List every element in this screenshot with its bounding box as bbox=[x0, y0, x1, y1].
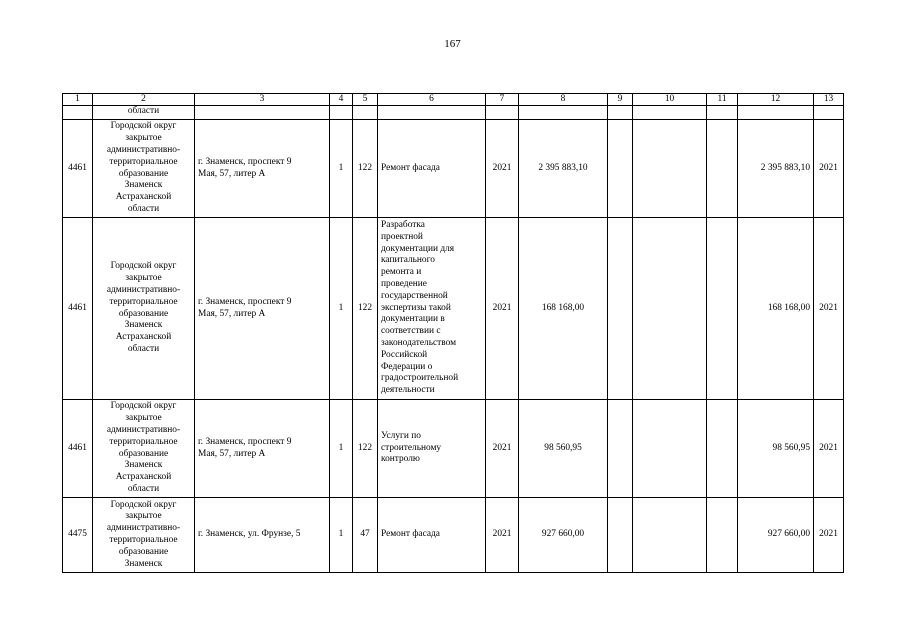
row-number: 4461 bbox=[63, 218, 93, 400]
year-cell: 2021 bbox=[486, 218, 519, 400]
header-cell: 12 bbox=[738, 94, 814, 106]
col11-cell bbox=[707, 498, 738, 573]
total-cell: 2 395 883,10 bbox=[738, 120, 814, 218]
cost-cell: 98 560,95 bbox=[519, 400, 608, 498]
col4-cell: 1 bbox=[330, 218, 353, 400]
header-cell: 9 bbox=[608, 94, 633, 106]
row-number: 4475 bbox=[63, 498, 93, 573]
year-cell: 2021 bbox=[486, 498, 519, 573]
total-cell: 927 660,00 bbox=[738, 498, 814, 573]
capital-repair-table bbox=[62, 93, 844, 573]
header-cell: 5 bbox=[353, 94, 378, 106]
header-cell: 7 bbox=[486, 94, 519, 106]
col5-cell: 122 bbox=[353, 218, 378, 400]
header-cell: 13 bbox=[814, 94, 844, 106]
row-number: 4461 bbox=[63, 120, 93, 218]
header-cell: 10 bbox=[633, 94, 707, 106]
cost-cell: 168 168,00 bbox=[519, 218, 608, 400]
table-row bbox=[63, 218, 844, 400]
municipality-cell: Городской округ закрытое административно- территориальное образование Знаменск Астраханской области bbox=[93, 400, 195, 498]
col4-cell: 1 bbox=[330, 400, 353, 498]
header-cell: 6 bbox=[378, 94, 486, 106]
col10-cell bbox=[633, 120, 707, 218]
year-cell: 2021 bbox=[486, 400, 519, 498]
work-type-cell: Ремонт фасада bbox=[378, 498, 486, 573]
header-cell: 2 bbox=[93, 94, 195, 106]
address-cell: г. Знаменск, проспект 9 Мая, 57, литер А bbox=[195, 120, 330, 218]
work-type-cell: Услуги по строительному контролю bbox=[378, 400, 486, 498]
col9-cell bbox=[608, 498, 633, 573]
header-cell: 8 bbox=[519, 94, 608, 106]
table-row bbox=[63, 498, 844, 573]
header-cell: 11 bbox=[707, 94, 738, 106]
cost-cell: 927 660,00 bbox=[519, 498, 608, 573]
municipality-cell: Городской округ закрытое административно- территориальное образование Знаменск Астраханской области bbox=[93, 120, 195, 218]
col10-cell bbox=[633, 218, 707, 400]
col10-cell bbox=[633, 498, 707, 573]
address-cell: г. Знаменск, проспект 9 Мая, 57, литер А bbox=[195, 400, 330, 498]
municipality-cell: Городской округ закрытое административно- территориальное образование Знаменск bbox=[93, 498, 195, 573]
continuation-cell: области bbox=[93, 106, 195, 120]
col5-cell: 122 bbox=[353, 400, 378, 498]
page-number: 167 bbox=[444, 38, 461, 50]
header-row bbox=[63, 94, 844, 106]
header-cell: 4 bbox=[330, 94, 353, 106]
col11-cell bbox=[707, 218, 738, 400]
address-cell: г. Знаменск, ул. Фрунзе, 5 bbox=[195, 498, 330, 573]
municipality-cell: Городской округ закрытое административно- территориальное образование Знаменск Астраханской области bbox=[93, 218, 195, 400]
year-cell: 2021 bbox=[486, 120, 519, 218]
cost-cell: 2 395 883,10 bbox=[519, 120, 608, 218]
col9-cell bbox=[608, 400, 633, 498]
year2-cell: 2021 bbox=[814, 498, 844, 573]
table-row bbox=[63, 400, 844, 498]
address-cell: г. Знаменск, проспект 9 Мая, 57, литер А bbox=[195, 218, 330, 400]
year2-cell: 2021 bbox=[814, 218, 844, 400]
year2-cell: 2021 bbox=[814, 120, 844, 218]
col5-cell: 47 bbox=[353, 498, 378, 573]
col11-cell bbox=[707, 400, 738, 498]
total-cell: 98 560,95 bbox=[738, 400, 814, 498]
col9-cell bbox=[608, 218, 633, 400]
table-row bbox=[63, 120, 844, 218]
col4-cell: 1 bbox=[330, 498, 353, 573]
work-type-cell: Разработка проектной документации для капитального ремонта и проведение государственной экспертизы такой документации в соответствии с законодательством Российской Федерации о градостроительной деятельности bbox=[378, 218, 486, 400]
header-cell: 3 bbox=[195, 94, 330, 106]
total-cell: 168 168,00 bbox=[738, 218, 814, 400]
col9-cell bbox=[608, 120, 633, 218]
col10-cell bbox=[633, 400, 707, 498]
header-cell: 1 bbox=[63, 94, 93, 106]
work-type-cell: Ремонт фасада bbox=[378, 120, 486, 218]
col11-cell bbox=[707, 120, 738, 218]
year2-cell: 2021 bbox=[814, 400, 844, 498]
col4-cell: 1 bbox=[330, 120, 353, 218]
col5-cell: 122 bbox=[353, 120, 378, 218]
continuation-row bbox=[63, 106, 844, 120]
row-number: 4461 bbox=[63, 400, 93, 498]
